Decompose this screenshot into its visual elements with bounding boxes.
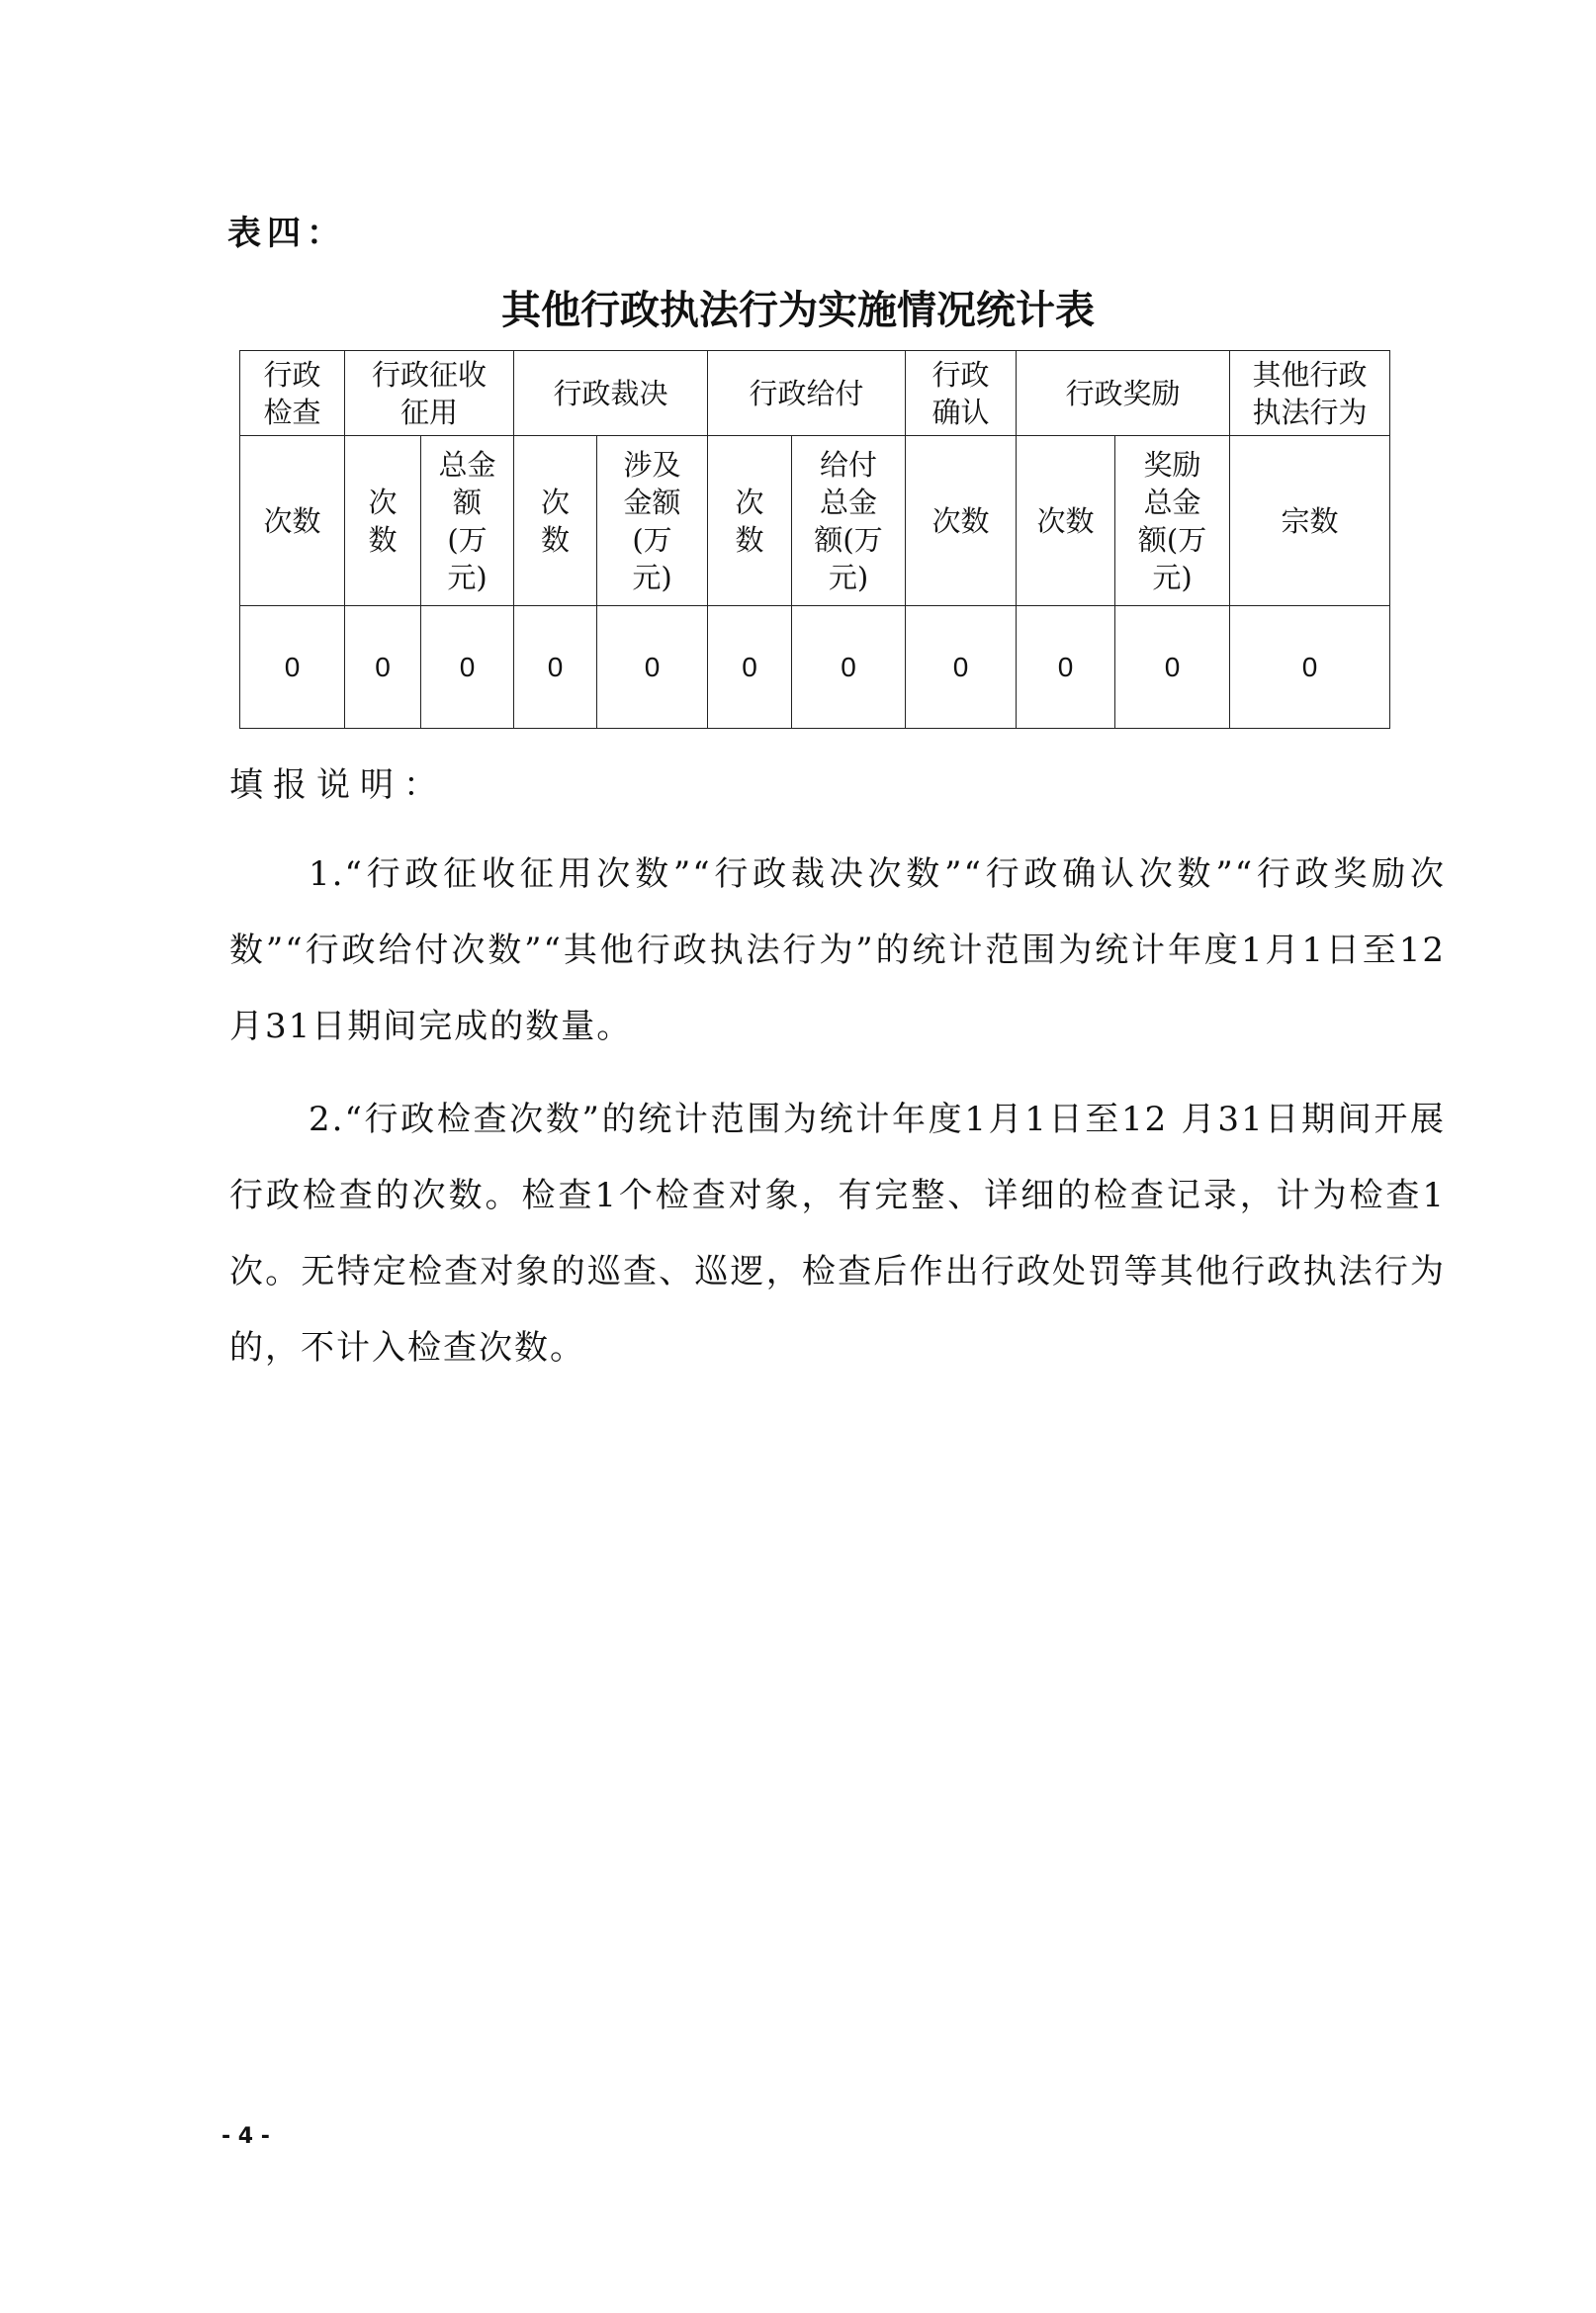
group-header-row xyxy=(240,351,1390,436)
sub-header-cell: 次数 xyxy=(1017,436,1115,606)
page-number: - 4 - xyxy=(222,2124,270,2149)
sub-header-cell: 给付 总金 额(万 元) xyxy=(792,436,906,606)
sub-header-cell: 次 数 xyxy=(514,436,597,606)
note-item-1-text: 1.“行政征收征用次数”“行政裁决次数”“行政确认次数”“行政奖励次数”“行政给付次数”“其他行政执法行为”的统计范围为统计年度1月1日至12月31日期间完成的数量。 xyxy=(229,854,1446,1046)
value-cell: 0 xyxy=(1230,606,1390,729)
value-cell: 0 xyxy=(708,606,792,729)
value-cell: 0 xyxy=(514,606,597,729)
group-header-inspection: 行政 检查 xyxy=(240,351,345,436)
group-header-payment: 行政给付 xyxy=(708,351,906,436)
table-title: 其他行政执法行为实施情况统计表 xyxy=(501,288,1095,333)
note-item-2-text: 2.“行政检查次数”的统计范围为统计年度1月1日至12 月31日期间开展行政检查的次数。检查1个检查对象，有完整、详细的检查记录，计为检查1次。无特定检查对象的巡查、巡逻，检查后作出行政处罚等其他行政执法行为的，不计入检查次数。 xyxy=(229,1100,1446,1368)
sub-header-cell: 次数 xyxy=(240,436,345,606)
value-cell: 0 xyxy=(597,606,708,729)
group-header-reward: 行政奖励 xyxy=(1017,351,1230,436)
sub-header-cell: 宗数 xyxy=(1230,436,1390,606)
sub-header-cell: 涉及 金额 (万 元) xyxy=(597,436,708,606)
sub-header-cell: 次数 xyxy=(906,436,1017,606)
sub-header-cell: 奖励 总金 额(万 元) xyxy=(1115,436,1230,606)
value-cell: 0 xyxy=(792,606,906,729)
value-cell: 0 xyxy=(421,606,514,729)
statistics-table xyxy=(239,350,1390,729)
group-header-other: 其他行政 执法行为 xyxy=(1230,351,1390,436)
table-label: 表四： xyxy=(227,214,346,253)
note-item-2 xyxy=(229,1082,1446,1386)
value-cell: 0 xyxy=(906,606,1017,729)
value-cell: 0 xyxy=(240,606,345,729)
group-header-levy: 行政征收 征用 xyxy=(345,351,514,436)
value-row xyxy=(240,606,1390,729)
group-header-confirmation: 行政 确认 xyxy=(906,351,1017,436)
sub-header-cell: 次 数 xyxy=(708,436,792,606)
sub-header-cell: 次 数 xyxy=(345,436,421,606)
note-item-1 xyxy=(229,837,1446,1065)
notes-heading: 填报说明： xyxy=(229,765,447,805)
sub-header-row xyxy=(240,436,1390,606)
value-cell: 0 xyxy=(1115,606,1230,729)
sub-header-cell: 总金 额 (万 元) xyxy=(421,436,514,606)
value-cell: 0 xyxy=(345,606,421,729)
value-cell: 0 xyxy=(1017,606,1115,729)
group-header-adjudication: 行政裁决 xyxy=(514,351,708,436)
